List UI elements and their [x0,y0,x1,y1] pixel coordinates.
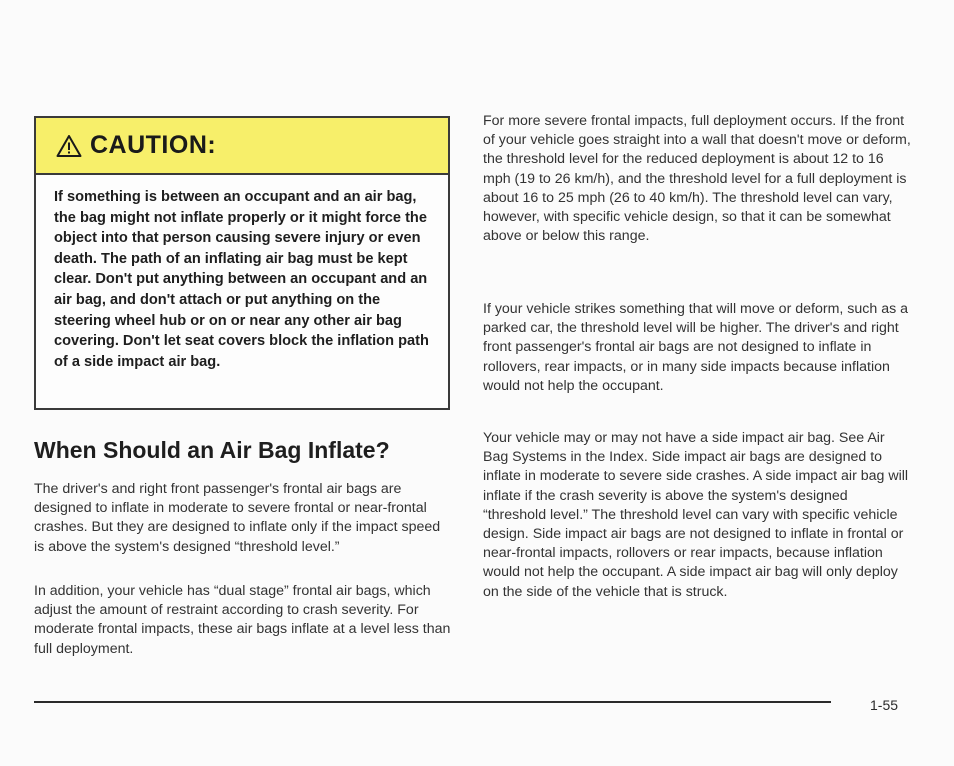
section-heading: When Should an Air Bag Inflate? [34,437,390,463]
left-paragraph-1: The driver's and right front passenger's frontal air bags are designed to inflate in moderate to severe frontal or near-frontal crashes. But they are designed to inflate only if the impact speed is above the system's designed “threshold level.” [34,481,441,555]
right-paragraph-1: For more severe frontal impacts, full deployment occurs. If the front of your vehicle goes straight into a wall that doesn't move or deform, the threshold level for the reduced deployment is about 12 to 16 mph (19 to 26 km/h), and the threshold level for a full deployment is about 16 to 25 mph (26 to 40 km/h). The threshold level can vary, however, with specific vehicle design, so that it can be somewhat above or below this range. [483,113,911,245]
left-paragraph-2: In addition, your vehicle has “dual stage” frontal air bags, which adjust the amount of restraint according to crash severity. For moderate frontal impacts, these air bags inflate at a level less than full deployment. [34,583,451,657]
footer-rule [34,701,831,703]
caution-text: If something is between an occupant and an air bag, the bag might not inflate properly or it might force the object into that person causing severe injury or even death. The path of an inflating air bag must be kept clear. Don't put anything between an occupant and an air bag, and don't attach or put anything on the steering wheel hub or on or near any other air bag covering. Don't let seat covers block the inflation path of a side impact air bag. [54,189,429,370]
caution-box [34,116,450,410]
page-number: 1-55 [870,697,899,713]
caution-title: CAUTION: [90,131,217,159]
caution-header [36,118,448,175]
right-paragraph-2: If your vehicle strikes something that will move or deform, such as a parked car, the threshold level will be higher. The driver's and right front passenger's frontal air bags are not designed to inflate in rollovers, rear impacts, or in many side impacts because inflation would not help the occupant. [483,301,909,394]
warning-triangle-icon [56,134,82,158]
right-paragraph-3: Your vehicle may or may not have a side impact air bag. See Air Bag Systems in the Index. Side impact air bags are designed to inflate in moderate to severe side crashes. A side impact air bag will inflate if the crash severity is above the system's designed “threshold level.” The threshold level can vary with specific vehicle design. Side impact air bags are not designed to inflate in frontal or near-frontal impacts, rollovers or rear impacts, because inflation would not help the occupant. A side impact air bag will only deploy on the side of the vehicle that is struck. [483,430,909,600]
